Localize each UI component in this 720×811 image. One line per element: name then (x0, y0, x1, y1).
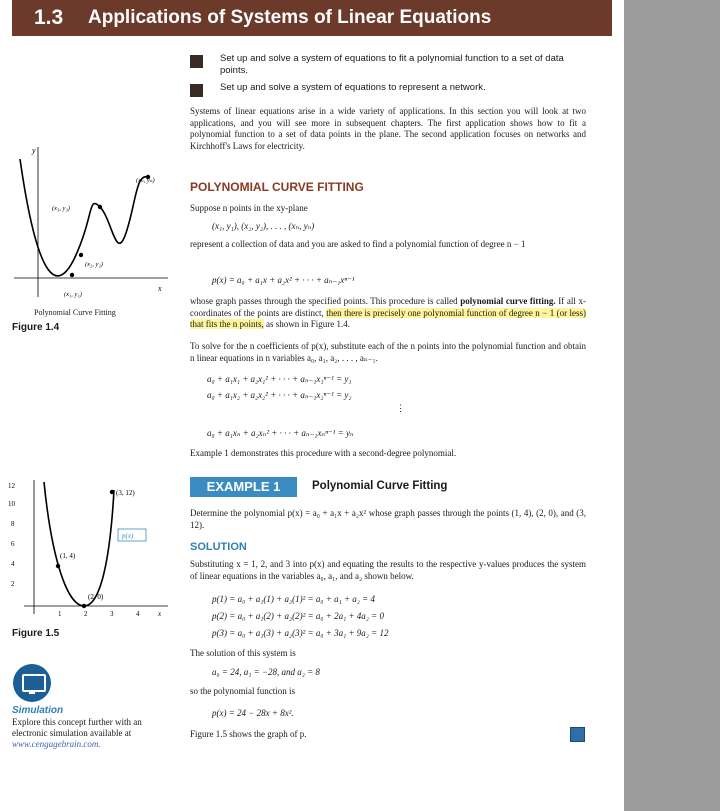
bullet-square-icon (190, 55, 203, 68)
data-point (70, 273, 74, 277)
point-label: (2, 0) (88, 593, 104, 601)
suppose-text: Suppose n points in the xy-plane (190, 203, 308, 213)
figure-1-5-label: Figure 1.5 (12, 628, 60, 639)
simulation-text (12, 717, 172, 750)
point-label: (1, 4) (60, 552, 76, 560)
so-text: so the polynomial function is (190, 686, 295, 696)
term-bold: polynomial curve fitting. (460, 296, 556, 306)
data-point (82, 604, 86, 608)
y-tick-labels (8, 482, 16, 588)
data-point (110, 490, 114, 494)
point-label: (x₃, y₃) (52, 205, 70, 212)
solution-heading: SOLUTION (190, 541, 247, 553)
y-tick-label: 12 (8, 482, 15, 490)
point-label: (x₂, y₂) (85, 261, 103, 268)
objective-text: Set up and solve a system of equations to represent a network. (220, 82, 486, 93)
monitor-icon (22, 674, 46, 692)
simulation-label: Simulation (12, 705, 64, 716)
final-polynomial: p(x) = 24 − 28x + 8x². (212, 708, 294, 718)
figure-1-4-label: Figure 1.4 (12, 322, 60, 333)
y-tick-label: 4 (11, 560, 15, 568)
point-label: (xₙ, yₙ) (136, 177, 155, 184)
text-part: If all x-coordinates of the points are distinct, (190, 296, 586, 318)
x-tick-label: 1 (58, 610, 62, 618)
example-badge: EXAMPLE 1 (190, 477, 297, 497)
point-label: (x₁, y₁) (64, 291, 82, 298)
example-intro: Example 1 demonstrates this procedure with a second-degree polynomial. (190, 448, 457, 458)
fitted-curve (20, 159, 148, 276)
represent-text: represent a collection of data and you are asked to find a polynomial function of degree n − 1 (190, 239, 526, 249)
polynomial-formula: p(x) = a₀ + a₁x + a₂x² + · · · + aₙ₋₁xⁿ⁻¹ (212, 275, 355, 285)
y-tick-label: 6 (11, 540, 15, 548)
y-tick-label: 8 (11, 520, 15, 528)
x-axis-label: x (158, 284, 162, 293)
data-point (56, 564, 60, 568)
data-point (79, 253, 83, 257)
system-equation: a₀ + a₁xₙ + a₂xₙ² + · · · + aₙ₋₁xₙⁿ⁻¹ = yₙ (207, 428, 354, 438)
simulation-icon[interactable] (13, 664, 51, 702)
example-equation: p(1) = a₀ + a₁(1) + a₂(1)² = a₀ + a₁ + a₂ = 4 (212, 594, 375, 604)
parabola-curve (44, 482, 114, 606)
solution-text: The solution of this system is (190, 648, 296, 658)
solve-paragraph: To solve for the n coefficients of p(x), substitute each of the n points into the polynomial function and obtain n linear equations in n variables a₀, a₁, a₂, . . . , aₙ₋₁. (190, 341, 586, 363)
x-tick-label: 4 (136, 610, 140, 618)
figure-1-4-caption: Polynomial Curve Fitting (34, 308, 116, 317)
example-equation: p(3) = a₀ + a₁(3) + a₂(3)² = a₀ + 3a₁ + 9a₂ = 12 (212, 628, 389, 638)
section-number: 1.3 (34, 6, 64, 29)
section-title: Applications of Systems of Linear Equations (88, 7, 492, 28)
end-of-example-icon (570, 727, 585, 742)
curve-label: p(x) (122, 532, 134, 540)
text-part: whose graph passes through the specified points. This procedure is called (190, 296, 461, 306)
system-equation: a₀ + a₁x₁ + a₂x₁² + · · · + aₙ₋₁x₁ⁿ⁻¹ = y₁ (207, 374, 352, 384)
highlighted-text: then there is precisely one polynomial function of degree n − 1 (or less) that fits the n points, (190, 307, 587, 329)
solution-values: a₀ = 24, a₁ = −28, and a₂ = 8 (212, 667, 320, 677)
figure-1-4-graph (8, 145, 178, 305)
bullet-square-icon (190, 84, 203, 97)
simulation-description: Explore this concept further with an electronic simulation available at (12, 717, 142, 738)
objective-text: Set up and solve a system of equations to fit a polynomial function to a set of data points. (220, 53, 564, 76)
example-title: Polynomial Curve Fitting (312, 480, 448, 492)
text-part: as shown in Figure 1.4. (263, 319, 350, 329)
point-label: (3, 12) (116, 489, 135, 497)
x-axis-label: x (158, 610, 162, 618)
data-point (98, 205, 102, 209)
curve-fitting-paragraph (190, 296, 586, 331)
x-tick-labels (58, 610, 162, 618)
substitute-paragraph: Substituting x = 1, 2, and 3 into p(x) and equating the results to the respective y-values produces the system of linear equations in the variables a₀, a₁, and a₂ shown below. (190, 559, 586, 581)
figure-reference: Figure 1.5 shows the graph of p. (190, 729, 307, 739)
section-heading: POLYNOMIAL CURVE FITTING (190, 180, 364, 194)
y-tick-label: 10 (8, 500, 15, 508)
system-equation: a₀ + a₁x₂ + a₂x₂² + · · · + aₙ₋₁x₂ⁿ⁻¹ = y₂ (207, 390, 352, 400)
vertical-ellipsis: ⋮ (396, 403, 405, 413)
x-tick-label: 2 (84, 610, 88, 618)
intro-paragraph: Systems of linear equations arise in a wide variety of applications. In this section you will look at two applications, and you will see more in subsequent chapters. The first application shows how to fit a polynomial function to a set of data points in the plane. The second application focuses on networks and Kirchhoff's Laws for electricity. (190, 106, 586, 151)
simulation-link[interactable]: www.cengagebrain.com. (12, 739, 101, 749)
points-list: (x₁, y₁), (x₂, y₂), . . . , (xₙ, yₙ) (212, 221, 315, 231)
example-equation: p(2) = a₀ + a₁(2) + a₂(2)² = a₀ + 2a₁ + 4a₂ = 0 (212, 611, 384, 621)
viewer-gutter (624, 0, 720, 811)
figure-1-5-graph (8, 478, 173, 628)
y-tick-label: 2 (11, 580, 15, 588)
x-tick-label: 3 (110, 610, 114, 618)
y-axis-label: y (32, 146, 36, 155)
section-header (12, 0, 612, 36)
example-problem: Determine the polynomial p(x) = a₀ + a₁x + a₂x² whose graph passes through the points (1, 4), (2, 0), and (3, 12). (190, 508, 586, 530)
monitor-stand-icon (29, 691, 35, 694)
